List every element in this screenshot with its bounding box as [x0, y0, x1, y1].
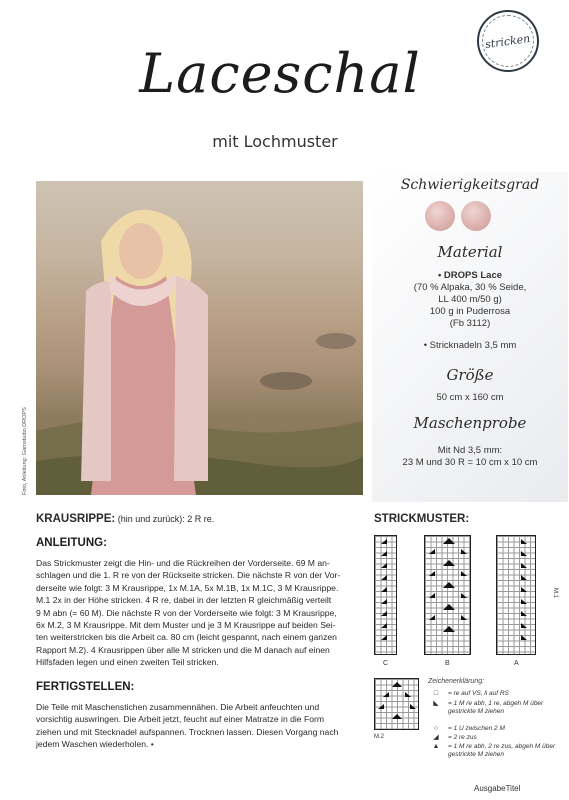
legend-slip-decrease-icon: ◣ — [433, 700, 439, 707]
anleitung-line: schlagen und die 1. R re von der Rückseite stricken. Die nächste R von der Vor- — [36, 570, 341, 581]
legend-title: Zeichenerklärung: — [428, 678, 485, 685]
fertigstellen-line: vorsichtig auswringen. Die Arbeit jetzt, feucht auf einer Matratze in die Form — [36, 714, 325, 725]
legend-text: = 1 U zwischen 2 M — [448, 725, 505, 732]
material-line: LL 400 m/50 g) — [438, 294, 502, 305]
legend-text: = re auf VS, li auf RS — [448, 690, 509, 697]
page-subtitle: mit Lochmuster — [212, 132, 338, 151]
anleitung-text — [36, 557, 356, 669]
legend-text: = 2 re zus — [448, 734, 477, 741]
chart-label-b: B — [445, 660, 450, 667]
legend-knit-symbol-icon: □ — [433, 690, 439, 697]
anleitung-heading: ANLEITUNG: — [36, 537, 107, 549]
chart-grid-a — [496, 535, 536, 655]
fertigstellen-line: Die Teile mit Maschenstichen zusammennähen. Die Arbeit anfeuchten und — [36, 702, 320, 712]
chart-symbols-a — [497, 536, 537, 656]
gauge-heading: Maschenprobe — [413, 414, 527, 432]
fertigstellen-line: jedem Waschen wiederholen. • — [36, 739, 154, 750]
material-line: 100 g in Puderrosa — [429, 306, 511, 317]
legend-item — [430, 734, 558, 742]
chart-label-m2: M.2 — [374, 734, 385, 740]
badge-label: stricken — [484, 31, 532, 51]
chart-grid-m2 — [374, 678, 419, 730]
category-badge — [477, 10, 539, 72]
difficulty-heading: Schwierigkeitsgrad — [400, 177, 540, 193]
model-photo — [36, 181, 363, 495]
chart-grid-b — [424, 535, 471, 655]
material-line: (70 % Alpaka, 30 % Seide, — [413, 282, 527, 293]
badge-ring — [482, 15, 534, 67]
legend-text: = 1 M re abh, 1 re, abgeh M über gestrickte M ziehen — [448, 700, 544, 715]
legend-item — [430, 725, 558, 733]
material-heading: Material — [437, 243, 503, 261]
fertigstellen-line: ziehen und mit Stecknadel aufspannen. Trocknen lassen. Diesen Vorgang nach — [36, 726, 339, 737]
legend-text: = 1 M re abh, 2 re zus, abgeh M über gestrickte M ziehen — [448, 743, 556, 758]
chart-symbols-m2 — [375, 679, 420, 731]
krausrippe-heading: KRAUSRIPPE: — [36, 513, 116, 525]
anleitung-line: Hilfsfaden legen und einen zweiten Teil stricken. — [36, 657, 219, 668]
legend-yarn-over-icon: ○ — [433, 725, 439, 732]
material-list — [372, 270, 568, 330]
anleitung-line: M.1 2x in der Höhe stricken. 4 R re, dabei in der letzten R gleichmäßig verteilt — [36, 595, 332, 606]
legend-double-decrease-icon: ▲ — [432, 743, 440, 750]
legend-item — [430, 743, 558, 758]
legend-k2tog-icon: ◢ — [433, 734, 439, 741]
page-footer: AusgabeTitel — [474, 784, 521, 793]
needles-info: • Stricknadeln 3,5 mm — [423, 340, 517, 351]
chart-grid-c — [374, 535, 397, 655]
fertigstellen-heading: FERTIGSTELLEN: — [36, 681, 135, 693]
difficulty-yarn-ball-2 — [461, 201, 491, 231]
chart-label-m1: M.1 — [552, 587, 559, 599]
chart-label-a: A — [514, 660, 519, 667]
chart-symbols-b — [425, 536, 472, 656]
photo-credit: Foto, Anleitung: Garnstudio DROPS — [22, 407, 28, 495]
chart-symbols-c — [375, 536, 398, 656]
anleitung-line: ten weiterstricken bis die Arbeit ca. 80 cm (leicht gespannt, nach einem ganzen — [36, 632, 337, 643]
anleitung-line: Rapport M.2). 4 Krausrippen über alle M stricken und die M danach auf einen — [36, 644, 330, 655]
gauge-line: 23 M und 30 R = 10 cm x 10 cm — [402, 457, 538, 468]
material-line: • DROPS Lace — [437, 270, 503, 281]
anleitung-line: derseite wie folgt: 3 M Krausrippe, 1x M.1A, 5x M.1B, 1x M.1C, 3 M Krausrippe. — [36, 582, 339, 593]
anleitung-line: 6x M.2, 3 M Krausrippe. Mit dem Muster und je 3 M Krausrippe auf beiden Sei- — [36, 620, 336, 631]
material-line: (Fb 3112) — [449, 318, 491, 329]
anleitung-line: 9 M abn (= 60 M). Die nächste R von der Vorderseite wie folgt: 3 M Krausrippe, — [36, 607, 337, 618]
gauge-line: Mit Nd 3,5 mm: — [437, 445, 503, 456]
strickmuster-heading: STRICKMUSTER: — [374, 513, 470, 525]
size-heading: Größe — [446, 366, 494, 384]
fertigstellen-text — [36, 701, 356, 751]
legend-item — [430, 690, 558, 698]
chart-label-c: C — [383, 660, 389, 667]
anleitung-line: Das Strickmuster zeigt die Hin- und die Rückreihen der Vorderseite. 69 M an- — [36, 558, 330, 568]
legend-item — [430, 700, 558, 715]
krausrippe-text: (hin und zurück): 2 R re. — [117, 514, 215, 524]
size-value: 50 cm x 160 cm — [436, 392, 504, 403]
page-title: Laceschal — [139, 42, 421, 105]
photo-illustration — [36, 181, 363, 495]
krausrippe-line — [36, 513, 214, 525]
difficulty-yarn-ball-1 — [425, 201, 455, 231]
